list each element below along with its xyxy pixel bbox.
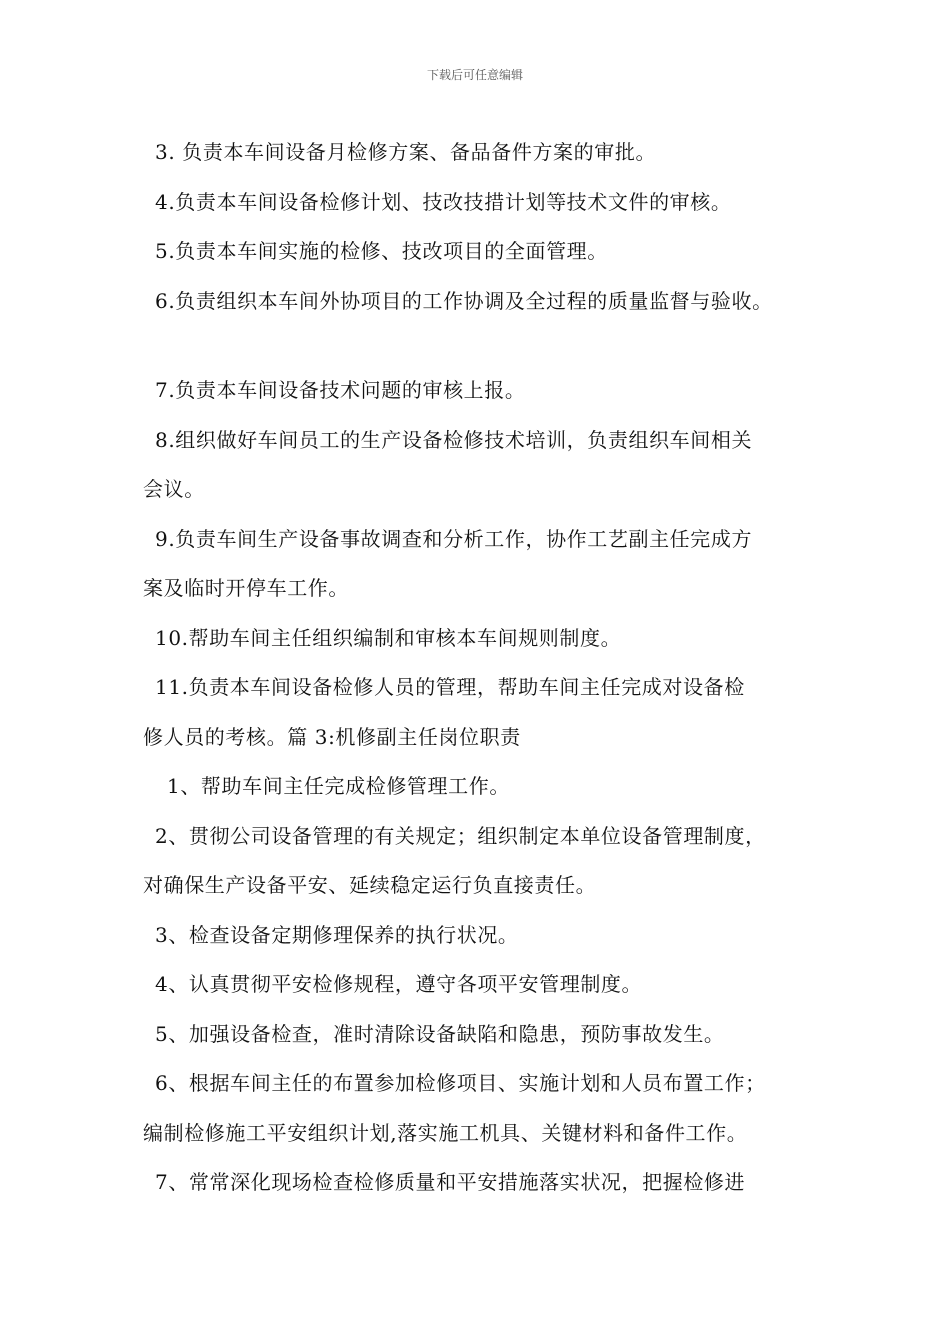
text-line: 会议。	[143, 477, 205, 501]
text-line: 3. 负责本车间设备月检修方案、备品备件方案的审批。	[155, 140, 657, 164]
text-line: 6.负责组织本车间外协项目的工作协调及全过程的质量监督与验收。	[155, 288, 773, 313]
text-line: 6、根据车间主任的布置参加检修项目、实施计划和人员布置工作；	[155, 1071, 766, 1095]
text-line: 10.帮助车间主任组织编制和审核本车间规则制度。	[155, 625, 622, 650]
text-line: 修人员的考核。篇 3:机修副主任岗位职责	[143, 724, 521, 749]
page-header: 下载后可任意编辑	[426, 68, 523, 82]
text-line: 1、帮助车间主任完成检修管理工作。	[167, 774, 510, 798]
text-line: 4、认真贯彻平安检修规程，遵守各项平安管理制度。	[155, 972, 643, 996]
text-line: 8.组织做好车间员工的生产设备检修技术培训，负责组织车间相关	[155, 427, 753, 452]
text-line: 案及临时开停车工作。	[143, 576, 349, 600]
text-line: 4.负责本车间设备检修计划、技改技措计划等技术文件的审核。	[155, 189, 732, 214]
text-line: 11.负责本车间设备检修人员的管理，帮助车间主任完成对设备检	[155, 675, 745, 699]
text-line: 7、常常深化现场检查检修质量和平安措施落实状况，把握检修进	[155, 1170, 746, 1194]
text-line: 5、加强设备检查，准时清除设备缺陷和隐患，预防事故发生。	[155, 1021, 725, 1046]
text-line: 7.负责本车间设备技术问题的审核上报。	[155, 378, 526, 402]
text-line: 2、贯彻公司设备管理的有关规定；组织制定本单位设备管理制度，	[155, 823, 766, 848]
paragraph-gap	[143, 326, 833, 366]
text-line: 3、检查设备定期修理保养的执行状况。	[155, 922, 519, 947]
document-body	[143, 128, 833, 1208]
text-line: 5.负责本车间实施的检修、技改项目的全面管理。	[155, 239, 608, 263]
text-line: 9.负责车间生产设备事故调查和分析工作，协作工艺副主任完成方	[155, 526, 753, 551]
text-line: 编制检修施工平安组织计划,落实施工机具、关键材料和备件工作。	[143, 1120, 748, 1145]
text-line: 对确保生产设备平安、延续稳定运行负直接责任。	[143, 873, 597, 897]
